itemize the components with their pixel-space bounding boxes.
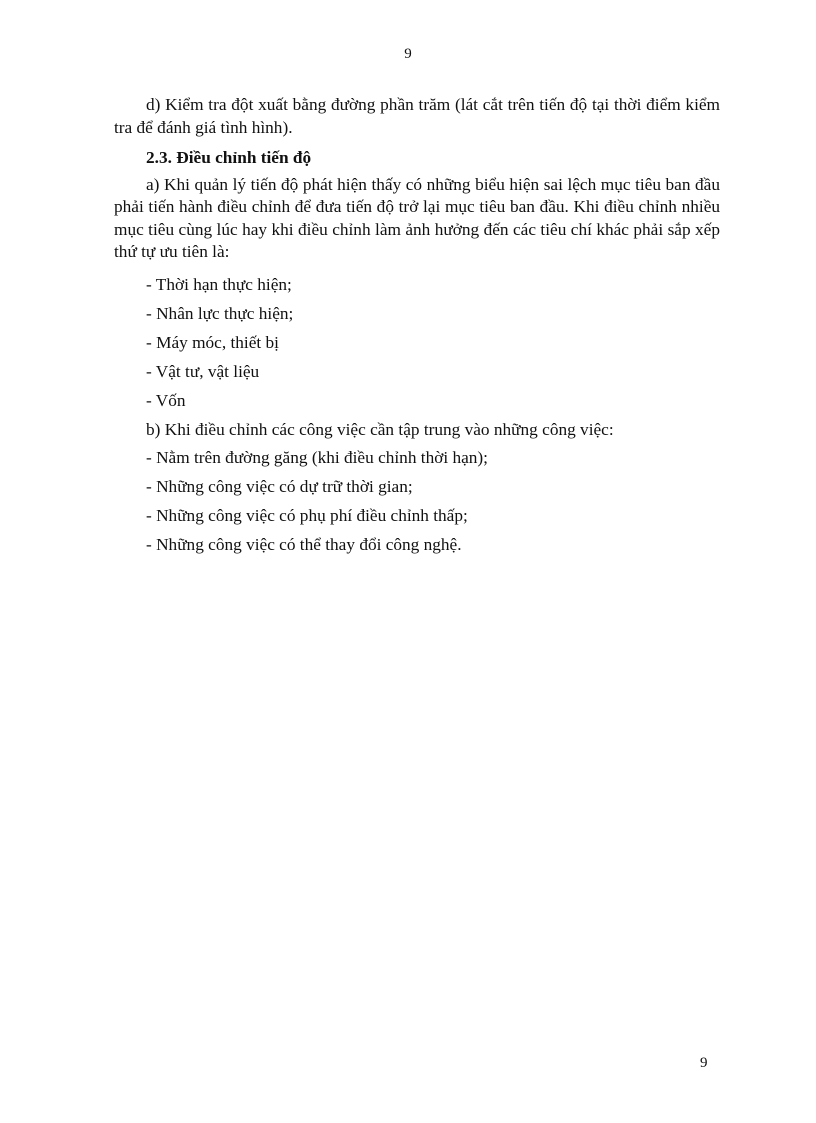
document-body	[114, 94, 720, 559]
section-heading: 2.3. Điều chỉnh tiến độ	[146, 148, 312, 167]
focus-list	[114, 443, 720, 559]
list-item: - Vốn	[146, 390, 186, 410]
list-item: - Thời hạn thực hiện;	[146, 274, 292, 294]
page-number-bottom: 9	[700, 1055, 708, 1071]
list-item: - Những công việc có dự trữ thời gian;	[146, 477, 413, 496]
list-item: - Nằm trên đường găng (khi điều chỉnh thời hạn);	[146, 448, 488, 467]
priority-list	[114, 270, 720, 415]
list-item: - Những công việc có phụ phí điều chỉnh thấp;	[146, 506, 468, 525]
paragraph-d: d) Kiểm tra đột xuất bằng đường phần trăm (lát cắt trên tiến độ tại thời điểm kiểm tra để đánh giá tình hình).	[114, 95, 720, 137]
paragraph-a: a) Khi quản lý tiến độ phát hiện thấy có những biểu hiện sai lệch mục tiêu ban đầu phải tiến hành điều chỉnh để đưa tiến độ trở lại mục tiêu ban đầu. Khi điều chỉnh nhiều mục tiêu cùng lúc hay khi điều chỉnh làm ảnh hưởng đến các tiêu chí khác phải sắp xếp thứ tự ưu tiên là:	[114, 174, 720, 261]
paragraph-b: b) Khi điều chỉnh các công việc cần tập trung vào những công việc:	[146, 419, 614, 439]
page-number-top: 9	[404, 46, 412, 62]
list-item: - Những công việc có thể thay đổi công nghệ.	[146, 535, 462, 554]
list-item: - Nhân lực thực hiện;	[146, 303, 294, 323]
list-item: - Vật tư, vật liệu	[146, 361, 260, 381]
list-item: - Máy móc, thiết bị	[146, 332, 279, 352]
